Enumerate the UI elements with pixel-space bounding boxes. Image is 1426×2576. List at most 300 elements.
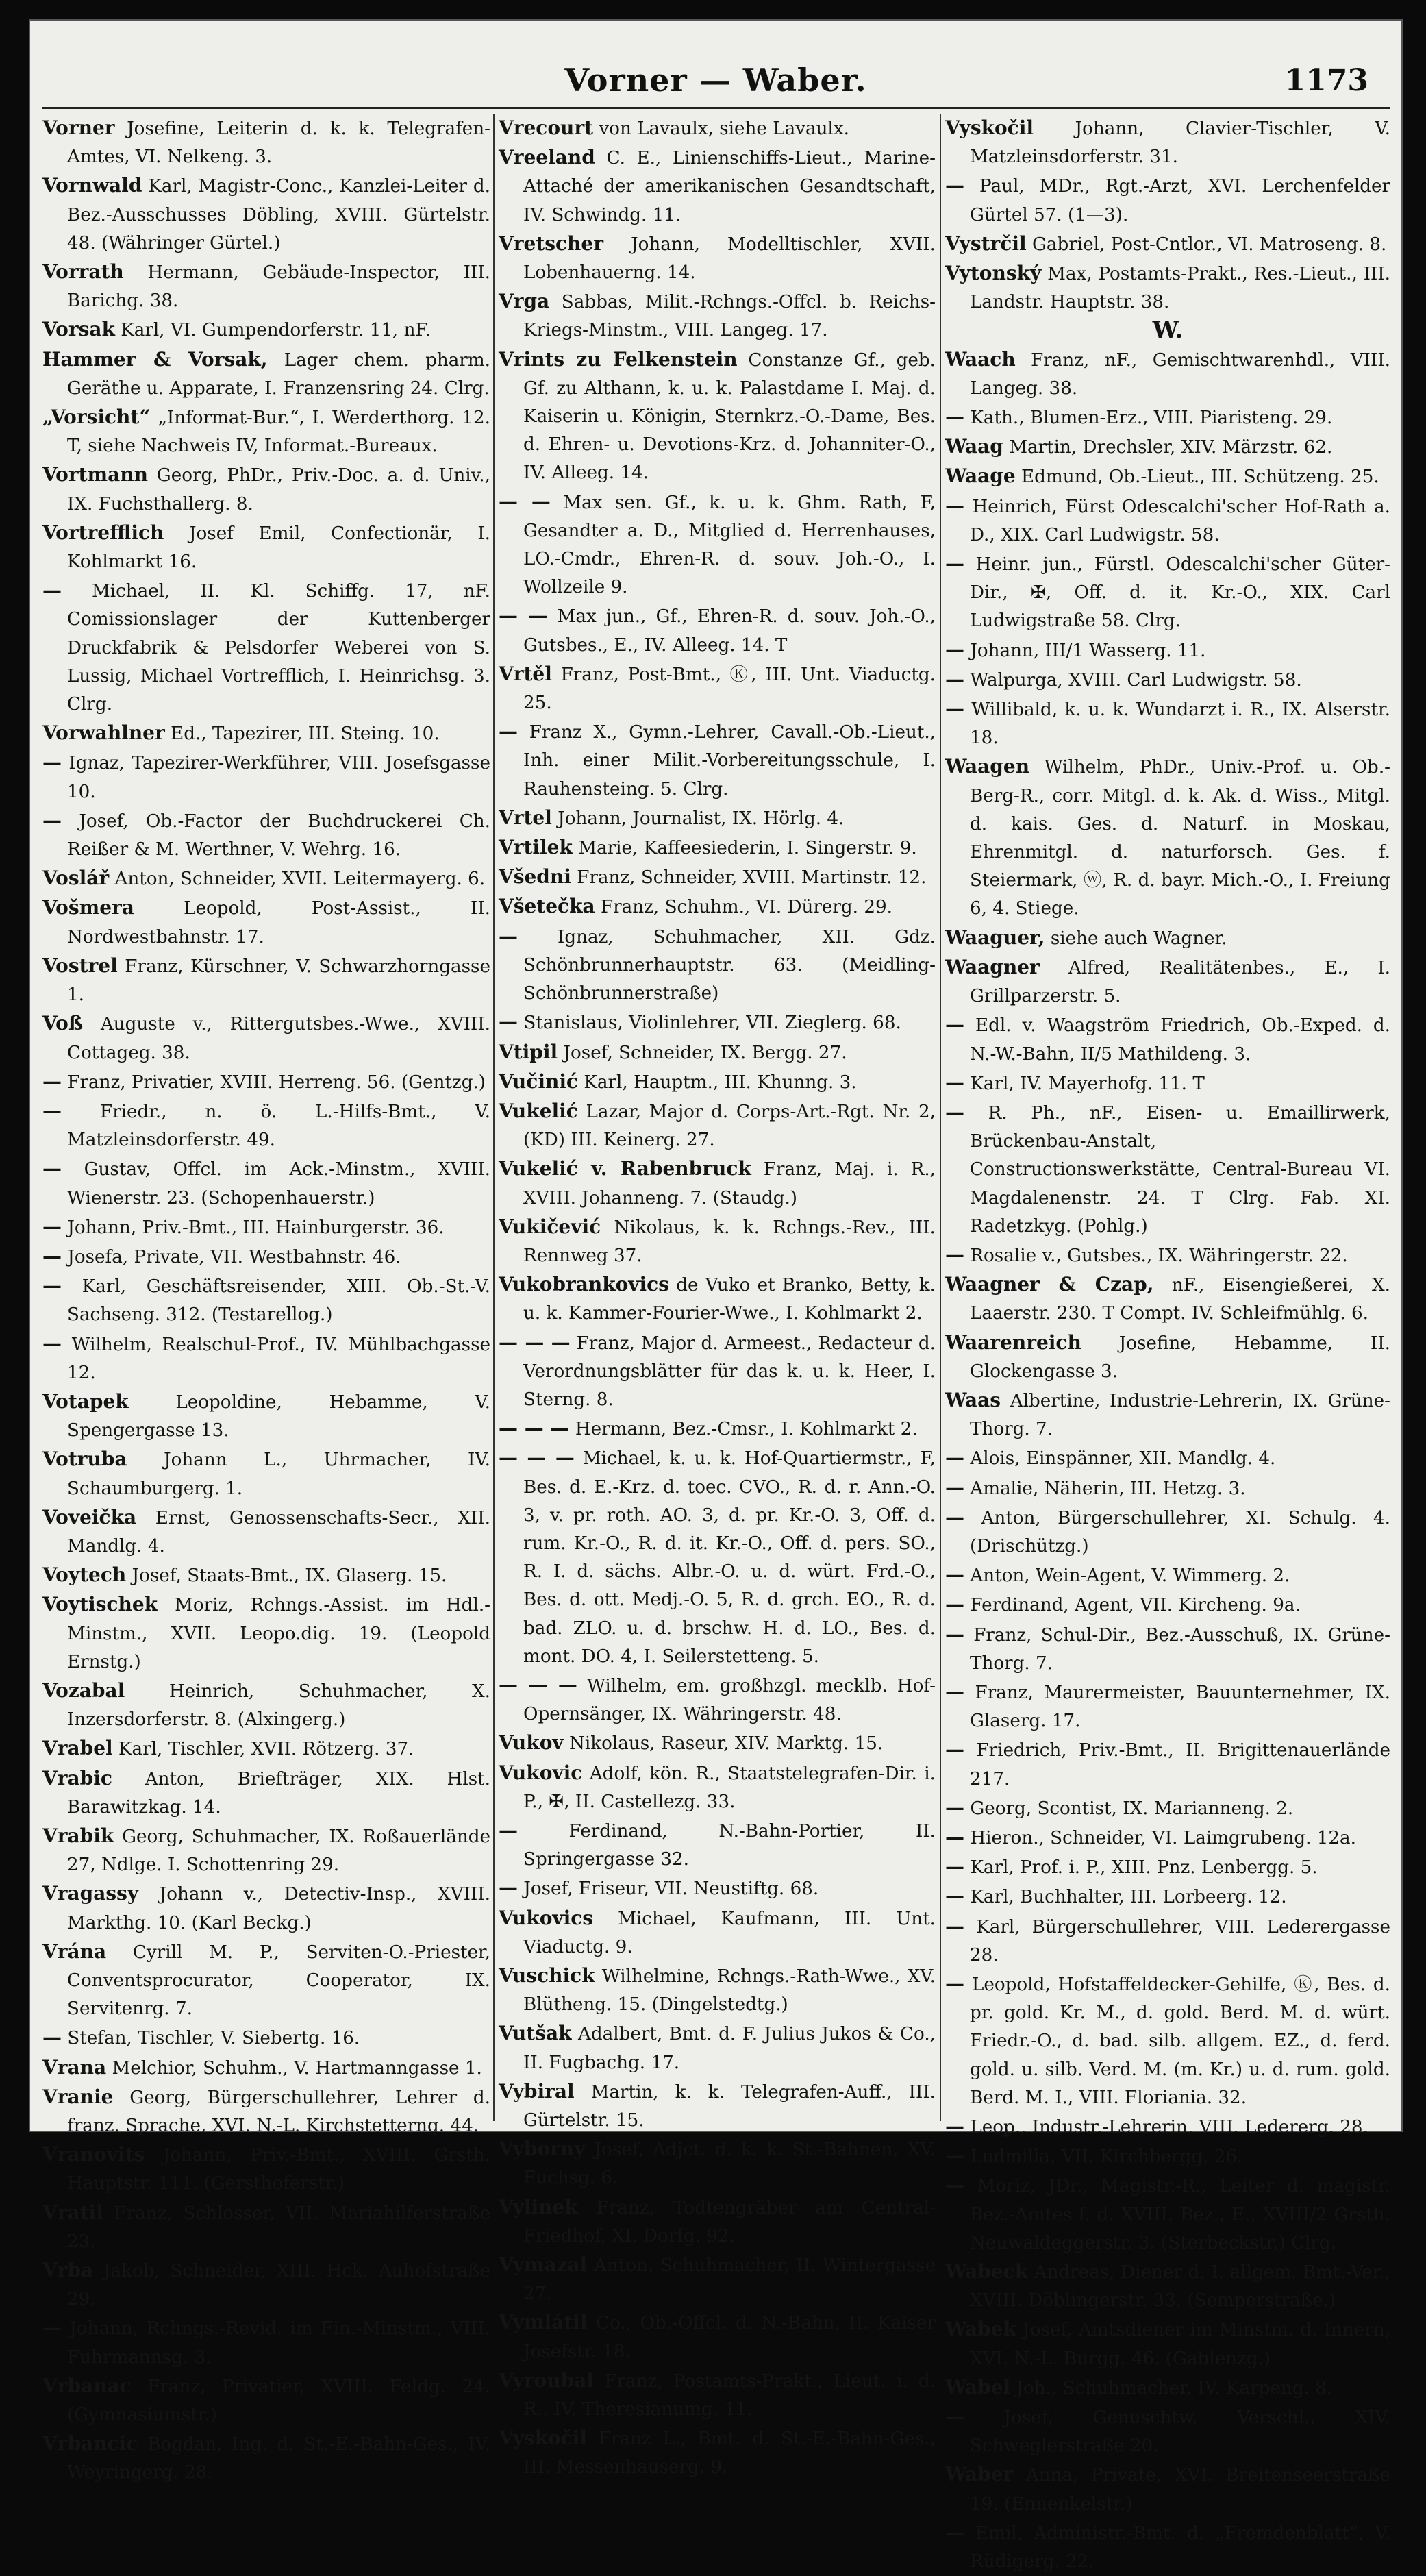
entry-surname: Vybiral (499, 2079, 575, 2103)
directory-entry (42, 345, 490, 403)
entry-details: Co., Ob.-Offcl. d. N.-Bahn, II. Kaiser Josefstr. 18. (523, 2313, 936, 2362)
directory-entry (499, 2019, 936, 2077)
directory-entry (42, 1097, 490, 1154)
directory-entry (42, 1822, 490, 1879)
entry-surname: — (945, 1476, 964, 1499)
header-rule (42, 107, 1390, 109)
directory-entry (945, 432, 1390, 462)
directory-entry (42, 864, 490, 893)
directory-entry (499, 2135, 936, 2192)
directory-entry (499, 863, 936, 892)
directory-entry (42, 2023, 490, 2053)
entry-surname: „Vorsicht“ (42, 406, 151, 429)
entry-surname: Waagen (945, 755, 1030, 778)
directory-entry (42, 1272, 490, 1329)
entry-surname: Vostrel (42, 954, 118, 977)
directory-entry (42, 171, 490, 258)
entry-details: siehe auch Wagner. (1050, 928, 1227, 949)
directory-entry (945, 1735, 1390, 1793)
directory-entry (499, 1961, 936, 2019)
entry-surname: — (42, 751, 62, 774)
entry-details: Franz, nF., Gemischtwarenhdl., VIII. Langeg. 38. (970, 349, 1391, 399)
entry-surname: — (945, 2115, 964, 2138)
entry-surname: Wabel (945, 2375, 1011, 2399)
entry-surname: — (945, 1013, 964, 1037)
directory-entry (42, 114, 490, 171)
entry-surname: — (945, 1100, 964, 1124)
directory-entry (499, 1008, 936, 1037)
entry-details: Karl, VI. Gumpendorferstr. 11, nF. (121, 320, 431, 341)
entry-surname: — (499, 1877, 518, 1900)
entry-surname: — — (499, 604, 548, 628)
entry-surname: — (42, 1244, 62, 1267)
entry-surname: Vorsak (42, 318, 115, 341)
entry-surname: Vymazal (499, 2253, 588, 2277)
entry-surname: — (499, 1818, 518, 1842)
entry-surname: — (945, 1593, 964, 1616)
entry-surname: — (42, 1215, 62, 1238)
entry-surname: Vukičević (499, 1215, 601, 1238)
entry-surname: Waber (945, 2463, 1014, 2486)
entry-details: Wilhelm, PhDr., Univ.-Prof. u. Ob.-Berg-R., corr. Mitgl. d. k. Ak. d. Wiss., Mitgl. d. kais. Ges. d. Naturf. in Moskau, Ehrenmitgl. d. naturforsch. Ges. f. Steiermark, ⓦ, R. d. bayr. Mich.-O., I. Freiung 6, 4. Stiege. (970, 757, 1390, 919)
entry-surname: — (945, 1738, 964, 1761)
entry-surname: — (42, 2316, 62, 2340)
entry-surname: Vorner (42, 116, 115, 139)
entry-surname: Vtipil (499, 1040, 558, 1063)
directory-entry (945, 2403, 1390, 2460)
entry-details: Ferdinand, Agent, VII. Kircheng. 9a. (970, 1595, 1301, 1616)
directory-entry (945, 1882, 1390, 1911)
entry-surname: Waarenreich (945, 1330, 1081, 1354)
directory-entry (42, 2083, 490, 2140)
entry-surname: — (945, 1622, 964, 1646)
entry-surname: Vukelić (499, 1099, 578, 1122)
directory-entry (499, 2251, 936, 2308)
entry-details: Ludmilla, VII. Kirchbergg. 26. (970, 2146, 1243, 2168)
entry-details: Franz, Postamts-Prakt., Lieut. i. d. R., IV. Theresianumg. 11. (523, 2370, 936, 2420)
directory-entry (499, 2308, 936, 2366)
entry-surname: — (945, 174, 964, 197)
entry-surname: Vrabel (42, 1737, 113, 1760)
entry-details: Georg, PhDr., Priv.-Doc. a. d. Univ., IX. Fuchsthallerg. 8. (67, 465, 490, 515)
entry-details: nF., Eisengießerei, X. Laaerstr. 230. T Compt. IV. Schleifmühlg. 6. (970, 1275, 1391, 1324)
entry-details: Marie, Kaffeesiederin, I. Singerstr. 9. (578, 838, 917, 859)
entry-surname: — (945, 1914, 964, 1937)
entry-surname: Vorrath (42, 260, 124, 284)
running-title: Vorner — Waber. (564, 62, 867, 99)
directory-entry (42, 1009, 490, 1067)
column-1 (42, 114, 491, 2484)
entry-surname: Vukov (499, 1731, 564, 1755)
directory-entry (42, 1764, 490, 1822)
directory-entry (499, 602, 936, 659)
entry-details: Josef, Schneider, IX. Bergg. 27. (563, 1042, 847, 1063)
entry-surname: — (42, 1274, 62, 1298)
directory-entry (42, 2199, 490, 2256)
entry-details: Karl, Tischler, XVII. Rötzerg. 37. (118, 1739, 414, 1760)
directory-entry (499, 717, 936, 804)
directory-entry (945, 2373, 1390, 2403)
entry-details: Anton, Wein-Agent, V. Wimmerg. 2. (970, 1565, 1290, 1587)
entry-details: Johann, Journalist, IX. Hörlg. 4. (558, 808, 845, 829)
entry-details: Max, Postamts-Prakt., Res.-Lieut., III. Landstr. Hauptstr. 38. (970, 264, 1390, 313)
entry-details: Anna, Private, XVI. Breitenseerstraße 19. (Ennenkelstr.) (970, 2465, 1390, 2514)
directory-entry (499, 922, 936, 1008)
entry-details: Bogdan, Ing. d. St.-E.-Bahn-Ges., IV. Weyringerg. 28. (67, 2434, 490, 2484)
entry-surname: Vukobrankovics (499, 1273, 669, 1296)
entry-details: Edmund, Ob.-Lieut., III. Schützeng. 25. (1021, 467, 1379, 488)
entry-details: C. E., Linienschiffs-Lieut., Marine-Attaché der amerikanischen Gesandtschaft, IV. Schwindg. 11. (523, 148, 936, 225)
entry-details: Melchior, Schuhm., V. Hartmanngasse 1. (112, 2057, 482, 2079)
entry-surname: Vretscher (499, 232, 603, 255)
entry-details: Franz, Schul-Dir., Bez.-Ausschuß, IX. Grüne-Thorg. 7. (970, 1624, 1390, 1674)
entry-surname: Vrba (42, 2259, 94, 2282)
entry-details: Josefine, Leiterin d. k. k. Telegrafen-Amtes, VI. Nelkeng. 3. (67, 119, 490, 168)
directory-entry (499, 488, 936, 602)
entry-details: Martin, Drechsler, XIV. Märzstr. 62. (1009, 437, 1333, 458)
entry-details: Cyrill M. P., Serviten-O.-Priester, Conventsprocurator, Cooperator, IX. Servitenrg. 7. (67, 1942, 491, 2020)
entry-surname: Voß (42, 1012, 84, 1035)
entry-surname: — — — (499, 1446, 575, 1470)
entry-details: Karl, Magistr-Conc., Kanzlei-Leiter d. Bez.-Ausschusses Döbling, XVIII. Gürtelstr. 48. (Währinger Gürtel.) (67, 176, 490, 253)
entry-details: Franz L., Bmt. d. St.-E.-Bahn-Ges., III. Messenhauserg. 9. (523, 2429, 936, 2478)
entry-details: Max sen. Gf., k. u. k. Ghm. Rath, F, Gesandter a. D., Mitglied d. Herrenhauses, LO.-Cmdr., Ehren-R. d. souv. Joh.-O., I. Wollzeile 9. (523, 492, 936, 598)
entry-surname: Vrtel (499, 806, 552, 829)
directory-entry (499, 2077, 936, 2135)
directory-entry (945, 1794, 1390, 1823)
directory-entry (945, 1590, 1390, 1620)
entry-details: Georg, Schuhmacher, IX. Roßauerlände 27, Ndlge. I. Schottenring 29. (67, 1826, 490, 1876)
entry-surname: — (945, 1825, 964, 1848)
entry-surname: — (42, 1157, 62, 1180)
directory-entry (42, 258, 490, 315)
entry-surname: Vranovits (42, 2143, 145, 2166)
directory-entry (945, 665, 1390, 695)
directory-entry (499, 660, 936, 717)
directory-entry (499, 114, 936, 143)
directory-entry (945, 1970, 1390, 2112)
directory-entry (945, 1444, 1390, 1473)
directory-entry (499, 2424, 936, 2481)
directory-entry (42, 1387, 490, 1445)
directory-entry (42, 1213, 490, 1242)
entry-details: Amalie, Näherin, III. Hetzg. 3. (970, 1478, 1246, 1499)
entry-details: Franz, Todtengräber am Central-Friedhof, XI. Dorfg. 92. (523, 2197, 936, 2246)
entry-surname: — (945, 697, 964, 721)
entry-surname: Vuschick (499, 1964, 595, 1987)
directory-entry (499, 1270, 936, 1328)
entry-details: Franz, Schlosser, VII. Mariahilferstraße 23. (67, 2203, 491, 2252)
directory-entry (499, 2193, 936, 2251)
entry-surname: — — — (499, 1673, 577, 1696)
entry-details: Lager chem. pharm. Geräthe u. Apparate, I. Franzensring 24. Clrg. (67, 349, 490, 399)
directory-entry (499, 1671, 936, 1729)
entry-details: Stanislaus, Violinlehrer, VII. Zieglerg. 68. (523, 1013, 901, 1034)
entry-surname: — (42, 1099, 62, 1122)
entry-details: Hermann, Bez.-Cmsr., I. Kohlmarkt 2. (575, 1419, 918, 1440)
entry-details: Adolf, kön. R., Staatstelegrafen-Dir. i. P., ✠, II. Castellezg. 33. (523, 1763, 936, 1812)
directory-entry (42, 576, 490, 719)
entry-details: Andreas, Diener d. I. allgem. Bmt.-Ver., XVIII. Döblingerstr. 33. (Semperstraße.) (970, 2262, 1390, 2312)
column-divider (493, 114, 495, 2121)
entry-surname: — (945, 1855, 964, 1879)
entry-surname: — (42, 579, 62, 602)
directory-entry (945, 695, 1390, 752)
column-3 (945, 114, 1391, 2573)
entry-details: Stefan, Tischler, V. Siebertg. 16. (67, 2028, 360, 2049)
directory-entry (945, 345, 1390, 403)
entry-surname: Votapek (42, 1389, 129, 1413)
entry-surname: Vukelić v. Rabenbruck (499, 1157, 751, 1180)
entry-details: Paul, MDr., Rgt.-Arzt, XVI. Lerchenfelder Gürtel 57. (1—3). (970, 176, 1390, 225)
directory-entry (945, 230, 1390, 259)
directory-entry (42, 1154, 490, 1212)
entry-surname: — (499, 720, 518, 743)
entry-surname: Vymlátil (499, 2311, 588, 2334)
entry-surname: Waach (945, 347, 1016, 371)
directory-entry (42, 2053, 490, 2083)
entry-details: Michael, II. Kl. Schiffg. 17, nF. Comissionslager der Kuttenberger Druckfabrik & Pelsdorfer Weberei von S. Lussig, Michael Vortrefflich, I. Heinrichsg. 3. Clrg. (67, 581, 490, 715)
entry-surname: — (42, 808, 62, 832)
entry-surname: Vrabic (42, 1766, 112, 1789)
directory-page (29, 19, 1403, 2573)
directory-entry (42, 748, 490, 806)
entry-details: Albertine, Industrie-Lehrerin, IX. Grüne-Thorg. 7. (970, 1390, 1390, 1440)
entry-details: Franz, Major d. Armeest., Redacteur d. Verordnungsblätter für das k. u. k. Heer, I. Sterng. 8. (523, 1333, 936, 1410)
entry-surname: — (945, 406, 964, 429)
entry-details: Hieron., Schneider, VI. Laimgrubeng. 12a. (970, 1827, 1356, 1848)
directory-entry (499, 1328, 936, 1415)
entry-surname: — (499, 924, 518, 948)
directory-entry (945, 2171, 1390, 2257)
entry-details: Ed., Tapezirer, III. Steing. 10. (171, 723, 440, 745)
entry-surname: Voytischek (42, 1593, 158, 1616)
entry-surname: Vrána (42, 1940, 107, 1963)
directory-entry (945, 1620, 1390, 1678)
directory-entry (42, 1561, 490, 1590)
entry-surname: Waagner & Czap, (945, 1273, 1154, 1296)
entry-details: Leop., Industr.-Lehrerin, VIII. Ledererg. 28. (970, 2117, 1368, 2138)
entry-details: Edl. v. Waagström Friedrich, Ob.-Exped. d. N.-W.-Bahn, II/5 Mathildeng. 3. (970, 1015, 1390, 1065)
entry-details: Gustav, Offcl. im Ack.-Minstm., XVIII. Wienerstr. 23. (Schopenhauerstr.) (67, 1159, 490, 1209)
directory-entry (499, 1444, 936, 1671)
directory-entry (499, 1904, 936, 1961)
entry-details: Moriz, Rchngs.-Assist. im Hdl.-Minstm., XVII. Leopo.dig. 19. (Leopold Ernstg.) (67, 1595, 490, 1672)
entry-surname: Všetečka (499, 895, 595, 918)
entry-surname: — (945, 1563, 964, 1587)
directory-entry (42, 1676, 490, 1734)
entry-surname: Všedni (499, 865, 571, 889)
entry-surname: Voytech (42, 1563, 127, 1587)
entry-surname: — (42, 1069, 62, 1093)
entry-details: Martin, k. k. Telegrafen-Auff., III. Gürtelstr. 15. (523, 2081, 936, 2131)
entry-surname: Vukovics (499, 1906, 594, 1929)
entry-surname: Voveička (42, 1505, 137, 1528)
entry-details: Josef, Friseur, VII. Neustiftg. 68. (523, 1879, 819, 1900)
directory-entry (499, 230, 936, 287)
entry-details: Josefine, Hebamme, II. Glockengasse 3. (970, 1333, 1391, 1382)
entry-details: de Vuko et Branko, Betty, k. u. k. Kammer-Fourier-Wwe., I. Kohlmarkt 2. (523, 1275, 936, 1324)
directory-entry (945, 1823, 1390, 1853)
directory-entry (42, 806, 490, 864)
entry-details: Nikolaus, k. k. Rchngs.-Rev., III. Rennweg 37. (523, 1217, 936, 1266)
directory-entry (42, 1067, 490, 1097)
directory-entry (945, 2518, 1390, 2576)
entry-surname: — (42, 2026, 62, 2049)
directory-entry (499, 143, 936, 230)
directory-entry (42, 2314, 490, 2371)
directory-entry (42, 315, 490, 345)
entry-details: Heinrich, Schuhmacher, X. Inzersdorferstr. 8. (Alxingerg.) (67, 1681, 490, 1731)
entry-details: Willibald, k. u. k. Wundarzt i. R., IX. Alserstr. 18. (970, 699, 1390, 749)
entry-details: Josef, Ob.-Factor der Buchdruckerei Ch. Reißer & M. Werthner, V. Wehrg. 16. (67, 810, 491, 860)
entry-surname: Vyskočil (499, 2427, 588, 2450)
directory-entry (499, 1038, 936, 1067)
entry-surname: — — — (499, 1417, 570, 1440)
entry-surname: Waag (945, 435, 1003, 458)
entry-details: Franz, Maj. i. R., XVIII. Johanneng. 7. (Staudg.) (523, 1159, 936, 1209)
directory-entry (42, 1445, 490, 1502)
entry-details: Johann, Rchngs.-Revid. im Fin.-Minstm., VIII. Fuhrmannsg. 3. (67, 2318, 491, 2368)
entry-details: Rosalie v., Gutsbes., IX. Währingerstr. 22. (970, 1245, 1348, 1266)
entry-surname: Vrbancic (42, 2432, 138, 2455)
entry-details: Ignaz, Schuhmacher, XII. Gdz. Schönbrunnerhauptstr. 63. (Meidling-Schönbrunnerstraße) (523, 926, 936, 1004)
entry-details: Constanze Gf., geb. Gf. zu Althann, k. u. k. Palastdame I. Maj. d. Kaiserin u. Königin, Sternkrz.-O.-Dame, Bes. d. Ehren- u. Devotions-Krz. d. Johanniter-O., IV. Alleeg. 14. (523, 349, 936, 484)
entry-details: Josef, Genuschtw. Verschl., XIV. Schweglerstraße 20. (970, 2407, 1390, 2457)
entry-surname: — (945, 1796, 964, 1819)
directory-entry (42, 1734, 490, 1763)
entry-details: Wilhelmine, Rchngs.-Rath-Wwe., XV. Blütheng. 15. (Dingelstedtg.) (523, 1966, 936, 2016)
entry-surname: — (945, 494, 964, 517)
entry-surname: — (945, 552, 964, 575)
entry-details: Johann, Modelltischler, XVII. Lobenhauerng. 14. (523, 234, 936, 284)
directory-entry (945, 924, 1390, 953)
entry-details: Michael, Kaufmann, III. Unt. Viaductg. 9. (523, 1908, 936, 1957)
entry-details: Ferdinand, N.-Bahn-Portier, II. Springergasse 32. (523, 1820, 936, 1870)
directory-entry (42, 1330, 490, 1387)
entry-details: Karl, Bürgerschullehrer, VIII. Lederergasse 28. (970, 1916, 1390, 1966)
entry-surname: — (42, 1332, 62, 1355)
entry-surname: — — (499, 490, 551, 513)
directory-entry (42, 519, 490, 576)
entry-details: Alois, Einspänner, XII. Mandlg. 4. (970, 1448, 1276, 1470)
entry-details: Franz, Maurermeister, Bauunternehmer, IX. Glaserg. 17. (970, 1682, 1390, 1732)
directory-entry (42, 460, 490, 518)
entry-details: Josef, Amtsdiener im Minstm. d. Innern, XVI. N.-L. Burgg. 46. (Gablenzg.) (970, 2320, 1390, 2369)
directory-entry (42, 2372, 490, 2429)
entry-surname: Vrana (42, 2055, 107, 2079)
entry-surname: — (499, 1011, 518, 1034)
entry-surname: Vukovic (499, 1761, 583, 1784)
entry-surname: Vučinić (499, 1069, 579, 1093)
entry-surname: — (945, 1243, 964, 1266)
directory-entry (42, 1503, 490, 1561)
entry-details: Josefa, Private, VII. Westbahnstr. 46. (67, 1246, 401, 1267)
directory-entry (945, 549, 1390, 636)
entry-details: Ignaz, Tapezirer-Werkführer, VIII. Josefsgasse 10. (67, 753, 490, 802)
directory-entry (499, 833, 936, 863)
directory-entry (945, 1241, 1390, 1270)
entry-details: Walpurga, XVIII. Carl Ludwigstr. 58. (970, 669, 1302, 691)
directory-entry (945, 1678, 1390, 1735)
page-header (29, 62, 1403, 110)
entry-surname: Hammer & Vorsak, (42, 347, 268, 371)
entry-surname: — (945, 2405, 964, 2429)
entry-surname: Vornwald (42, 174, 142, 197)
entry-details: Anton, Briefträger, XIX. Hlst. Barawitzkag. 14. (67, 1768, 490, 1818)
entry-surname: Vragassy (42, 1882, 139, 1905)
entry-details: Leopoldine, Hebamme, V. Spengergasse 13. (67, 1391, 490, 1441)
directory-entry (499, 1874, 936, 1903)
entry-details: Heinr. jun., Fürstl. Odescalchi'scher Güter-Dir., ✠, Off. d. it. Kr.-O., XIX. Carl Ludwigstraße 58. Clrg. (970, 554, 1390, 632)
entry-surname: Vrtilek (499, 836, 573, 859)
directory-entry (945, 1011, 1390, 1068)
directory-entry (945, 1328, 1390, 1386)
directory-entry (42, 1879, 490, 1937)
entry-details: Anton, Schneider, XVII. Leitermayerg. 6. (114, 869, 486, 890)
directory-entry (42, 2429, 490, 2487)
entry-surname: Voslář (42, 867, 110, 890)
directory-entry (945, 1912, 1390, 1970)
directory-entry (499, 1759, 936, 1816)
entry-details: Wilhelm, em. großhzgl. mecklb. Hof-Opernsänger, IX. Währingerstr. 48. (523, 1675, 936, 1725)
directory-entry (945, 1561, 1390, 1590)
entry-surname: — (945, 1071, 964, 1094)
directory-entry (945, 1098, 1390, 1241)
directory-entry (499, 345, 936, 488)
entry-details: Georg, Scontist, IX. Marianneng. 2. (970, 1798, 1294, 1819)
entry-surname: — (945, 2521, 964, 2544)
directory-entry (945, 636, 1390, 665)
entry-details: Anton, Schuhmacher, II. Wintergasse 27. (523, 2255, 936, 2305)
entry-surname: Vyborny (499, 2138, 586, 2161)
entry-details: Kath., Blumen-Erz., VIII. Piaristeng. 29. (970, 408, 1333, 429)
entry-surname: — (945, 1505, 964, 1528)
entry-details: Georg, Bürgerschullehrer, Lehrer d. franz. Sprache, XVI. N.-L. Kirchstetterng. 44. (67, 2087, 490, 2137)
directory-entry (499, 1414, 936, 1444)
entry-surname: Vrabik (42, 1824, 114, 1847)
entry-surname: Waas (945, 1388, 1001, 1411)
entry-surname: — (945, 1972, 964, 1995)
entry-details: Ernst, Genossenschafts-Secr., XII. Mandlg. 4. (67, 1507, 490, 1557)
entry-details: Johann, III/1 Wasserg. 11. (970, 640, 1206, 661)
directory-entry (42, 893, 490, 951)
entry-details: Adalbert, Bmt. d. F. Julius Jukos & Co., II. Fugbachg. 17. (523, 2024, 936, 2073)
directory-entry (42, 1242, 490, 1272)
directory-entry (499, 2366, 936, 2424)
directory-entry (945, 492, 1390, 549)
entry-details: Johann L., Uhrmacher, IV. Schaumburgerg. 1. (67, 1450, 490, 1499)
directory-entry (42, 1590, 490, 1676)
entry-surname: Vortmann (42, 463, 148, 486)
directory-entry (499, 1097, 936, 1154)
directory-entry (945, 2112, 1390, 2142)
directory-entry (42, 719, 490, 748)
entry-details: Franz, Schneider, XVIII. Martinstr. 12. (577, 867, 927, 889)
entry-details: Michael, k. u. k. Hof-Quartiermstr., F, Bes. d. E.-Krz. d. toec. CVO., R. d. r. Ann.-O. 3, v. pr. roth. AO. 3, d. pr. Kr.-O. 3, Off. d. rum. Kr.-O., R. d. it. Kr.-O., Off. d. pers. SO., R. I. d. sächs. Albr.-O. u. d. würt. Frd.-O., Bes. d. ott. Medj.-O. 5, R. d. grch. EO., R. d. bad. ZLO. u. d. brschw. H. d. LO., Bes. d. mont. DO. 4, I. Seilerstetteng. 5. (523, 1448, 936, 1667)
directory-entry (945, 462, 1390, 491)
entry-details: Nikolaus, Raseur, XIV. Marktg. 15. (568, 1733, 884, 1755)
entry-details: Friedrich, Priv.-Bmt., II. Brigittenauerlände 217. (970, 1740, 1390, 1789)
entry-details: Gabriel, Post-Cntlor., VI. Matroseng. 8. (1031, 234, 1387, 255)
entry-surname: — (945, 667, 964, 691)
entry-details: Franz, Privatier, XVIII. Feldg. 24. (Gymnasiumstr.) (67, 2376, 491, 2426)
directory-entry (945, 114, 1390, 171)
entry-details: von Lavaulx, siehe Lavaulx. (599, 119, 849, 139)
entry-details: Karl, Geschäftsreisender, XIII. Ob.-St.-V. Sachseng. 312. (Testarellog.) (67, 1276, 490, 1326)
entry-details: Anton, Bürgerschullehrer, XI. Schulg. 4. (Drischützg.) (970, 1507, 1390, 1557)
entry-details: Karl, IV. Mayerhofg. 11. T (970, 1073, 1205, 1094)
